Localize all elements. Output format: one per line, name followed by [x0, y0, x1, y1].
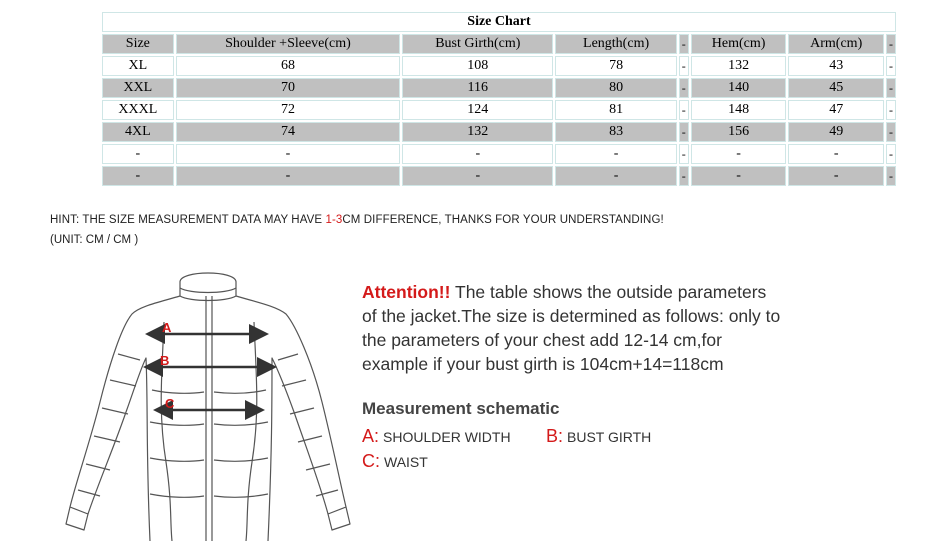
blank-cell: -: [679, 144, 689, 164]
size-cell: -: [102, 166, 174, 186]
label-b: B: [160, 353, 170, 368]
header-arm: Arm(cm): [788, 34, 884, 54]
table-row: [102, 100, 896, 120]
arm-cell: 43: [788, 56, 884, 76]
bust-girth-cell: 116: [402, 78, 553, 98]
blank-cell: -: [886, 122, 896, 142]
hem-cell: 132: [691, 56, 787, 76]
hem-cell: 148: [691, 100, 787, 120]
bust-girth-cell: 132: [402, 122, 553, 142]
size-chart-title: Size Chart: [102, 12, 896, 32]
blank-cell: -: [886, 56, 896, 76]
legend-label-bust-girth: BUST GIRTH: [567, 429, 652, 445]
legend-label-shoulder-width: SHOULDER WIDTH: [383, 429, 511, 445]
header-hem: Hem(cm): [691, 34, 787, 54]
label-c: C: [165, 396, 175, 411]
shoulder-sleeve-cell: -: [176, 144, 401, 164]
legend-item-c: [362, 451, 428, 472]
hint-text-start: HINT: THE SIZE MEASUREMENT DATA MAY HAVE: [50, 214, 326, 226]
table-row: [102, 144, 896, 164]
size-cell: XXL: [102, 78, 174, 98]
attention-note: [362, 280, 782, 376]
unit-note: (UNIT: CM / CM ): [50, 234, 139, 246]
length-cell: 81: [555, 100, 676, 120]
header-shoulder-sleeve: Shoulder +Sleeve(cm): [176, 34, 401, 54]
blank-cell: -: [679, 100, 689, 120]
arm-cell: 47: [788, 100, 884, 120]
table-row: [102, 78, 896, 98]
bust-girth-cell: 124: [402, 100, 553, 120]
hint-text: [50, 214, 664, 226]
length-cell: -: [555, 144, 676, 164]
header-size: Size: [102, 34, 174, 54]
blank-cell: -: [679, 78, 689, 98]
blank-cell: -: [886, 78, 896, 98]
shoulder-sleeve-cell: -: [176, 166, 401, 186]
legend-row-2: [362, 451, 428, 472]
size-cell: XL: [102, 56, 174, 76]
bust-girth-cell: 108: [402, 56, 553, 76]
arm-cell: -: [788, 166, 884, 186]
length-cell: 78: [555, 56, 676, 76]
header-length: Length(cm): [555, 34, 676, 54]
bust-girth-cell: -: [402, 144, 553, 164]
shoulder-sleeve-cell: 72: [176, 100, 401, 120]
arm-cell: 49: [788, 122, 884, 142]
schematic-title: Measurement schematic: [362, 399, 560, 418]
jacket-outline: [66, 273, 350, 541]
blank-cell: -: [679, 56, 689, 76]
size-chart-header-row: [102, 34, 896, 54]
bust-girth-cell: -: [402, 166, 553, 186]
legend-key-b: B:: [546, 426, 564, 446]
arm-cell: 45: [788, 78, 884, 98]
label-a: A: [162, 320, 172, 335]
size-cell: -: [102, 144, 174, 164]
length-cell: -: [555, 166, 676, 186]
shoulder-sleeve-cell: 68: [176, 56, 401, 76]
attention-title: Attention!!: [362, 282, 451, 302]
size-cell: XXXL: [102, 100, 174, 120]
table-row: [102, 166, 896, 186]
legend-key-a: A:: [362, 426, 380, 446]
hint-text-end: CM DIFFERENCE, THANKS FOR YOUR UNDERSTANDING!: [342, 214, 664, 226]
header-blank-1: -: [679, 34, 689, 54]
hem-cell: -: [691, 144, 787, 164]
header-bust-girth: Bust Girth(cm): [402, 34, 553, 54]
header-blank-2: -: [886, 34, 896, 54]
hem-cell: 156: [691, 122, 787, 142]
length-cell: 80: [555, 78, 676, 98]
table-row: [102, 56, 896, 76]
blank-cell: -: [886, 100, 896, 120]
legend-item-b: [546, 426, 651, 447]
legend-key-c: C:: [362, 451, 380, 471]
size-chart-table: [100, 10, 898, 188]
size-cell: 4XL: [102, 122, 174, 142]
blank-cell: -: [886, 144, 896, 164]
shoulder-sleeve-cell: 74: [176, 122, 401, 142]
jacket-diagram: [40, 262, 370, 541]
arm-cell: -: [788, 144, 884, 164]
legend-item-a: [362, 426, 546, 447]
legend-row-1: [362, 426, 651, 447]
hint-text-highlight: 1-3: [325, 214, 343, 226]
attention-body: The table shows the outside parameters of the jacket.The size is determined as follows: only to the parameters of your chest add 12-14 cm,for example if your bust girth is 104cm+14=118cm: [362, 282, 781, 374]
shoulder-sleeve-cell: 70: [176, 78, 401, 98]
blank-cell: -: [679, 166, 689, 186]
length-cell: 83: [555, 122, 676, 142]
hem-cell: -: [691, 166, 787, 186]
table-row: [102, 122, 896, 142]
legend-label-waist: WAIST: [384, 454, 428, 470]
blank-cell: -: [679, 122, 689, 142]
blank-cell: -: [886, 166, 896, 186]
hem-cell: 140: [691, 78, 787, 98]
